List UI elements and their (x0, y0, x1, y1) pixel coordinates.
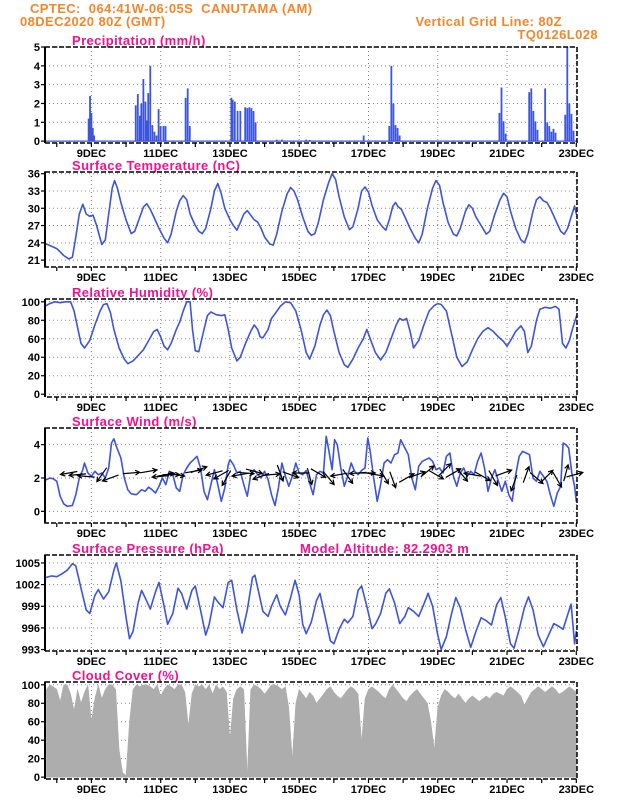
svg-text:9DEC: 9DEC (76, 272, 107, 284)
svg-text:9DEC: 9DEC (76, 784, 107, 796)
svg-text:27: 27 (27, 220, 40, 233)
svg-text:13DEC: 13DEC (212, 148, 248, 160)
svg-text:15DEC: 15DEC (281, 272, 317, 284)
svg-text:17DEC: 17DEC (350, 784, 387, 796)
svg-text:33: 33 (27, 186, 40, 198)
svg-text:60: 60 (27, 716, 40, 729)
svg-text:40: 40 (27, 352, 40, 365)
svg-text:1: 1 (33, 117, 40, 130)
svg-text:993: 993 (21, 644, 40, 657)
svg-text:19DEC: 19DEC (420, 272, 456, 284)
svg-text:9DEC: 9DEC (76, 402, 107, 414)
svg-text:15DEC: 15DEC (281, 784, 317, 796)
svg-text:19DEC: 19DEC (420, 402, 456, 414)
run-id-label: TQ0126L028 (517, 27, 598, 42)
panel-cloud (22, 680, 594, 796)
svg-text:9DEC: 9DEC (76, 528, 107, 540)
svg-text:11DEC: 11DEC (143, 148, 179, 160)
svg-text:21DEC: 21DEC (489, 656, 525, 668)
svg-text:19DEC: 19DEC (420, 656, 456, 668)
model-altitude-label: Model Altitude: 82.2903 m (300, 541, 470, 556)
svg-text:23DEC: 23DEC (558, 528, 595, 540)
panel-precipitation (34, 42, 594, 160)
svg-text:9DEC: 9DEC (76, 656, 107, 668)
panel-title-humidity: Relative Humidity (%) (72, 285, 214, 300)
panel-title-wind: Surface Wind (m/s) (72, 414, 197, 429)
svg-text:80: 80 (27, 698, 40, 711)
svg-text:4: 4 (33, 60, 40, 73)
svg-text:23DEC: 23DEC (558, 402, 595, 414)
svg-text:2: 2 (33, 473, 40, 485)
svg-text:23DEC: 23DEC (558, 272, 595, 284)
svg-text:3: 3 (33, 79, 40, 92)
svg-text:17DEC: 17DEC (350, 402, 387, 414)
svg-text:60: 60 (27, 333, 40, 346)
svg-text:0: 0 (33, 506, 40, 519)
panel-title-pressure: Surface Pressure (hPa) (72, 541, 224, 556)
svg-text:100: 100 (21, 296, 40, 309)
svg-text:80: 80 (27, 315, 40, 328)
svg-text:13DEC: 13DEC (212, 272, 248, 284)
wind-direction-arrows (61, 464, 583, 491)
svg-text:100: 100 (21, 679, 40, 692)
svg-text:21DEC: 21DEC (489, 528, 525, 540)
panel-temperature (28, 169, 594, 284)
svg-text:23DEC: 23DEC (558, 656, 595, 668)
panel-title-cloud-cover: Cloud Cover (%) (72, 668, 180, 683)
svg-text:11DEC: 11DEC (143, 784, 179, 796)
svg-text:13DEC: 13DEC (212, 784, 248, 796)
svg-text:17DEC: 17DEC (350, 272, 387, 284)
svg-text:19DEC: 19DEC (420, 528, 456, 540)
svg-text:11DEC: 11DEC (143, 272, 179, 284)
svg-text:17DEC: 17DEC (350, 656, 387, 668)
panel-pressure (16, 555, 595, 668)
svg-text:9DEC: 9DEC (76, 148, 107, 160)
svg-text:1005: 1005 (15, 557, 40, 570)
vertical-grid-line-label: Vertical Grid Line: 80Z (415, 14, 562, 29)
svg-text:23DEC: 23DEC (558, 148, 595, 160)
svg-text:20: 20 (27, 370, 40, 383)
svg-text:4: 4 (33, 439, 40, 452)
svg-text:13DEC: 13DEC (212, 402, 248, 414)
svg-text:17DEC: 17DEC (350, 148, 387, 160)
svg-text:24: 24 (27, 237, 40, 250)
svg-text:21DEC: 21DEC (489, 784, 525, 796)
svg-text:20: 20 (27, 753, 40, 766)
svg-text:21DEC: 21DEC (489, 148, 525, 160)
svg-text:30: 30 (27, 203, 40, 216)
svg-text:19DEC: 19DEC (420, 148, 456, 160)
svg-text:13DEC: 13DEC (212, 656, 248, 668)
svg-text:1002: 1002 (15, 579, 40, 592)
run-date-label: 08DEC2020 80Z (GMT) (20, 14, 166, 29)
svg-text:21DEC: 21DEC (489, 402, 525, 414)
svg-text:36: 36 (27, 168, 40, 181)
panel-humidity (22, 297, 594, 414)
panel-wind (34, 428, 594, 540)
svg-text:15DEC: 15DEC (281, 148, 317, 160)
panel-title-precipitation: Precipitation (mm/h) (72, 33, 206, 48)
panel-title-temperature: Surface Temperature (nC) (72, 158, 241, 173)
svg-text:0: 0 (33, 389, 40, 402)
svg-text:17DEC: 17DEC (350, 528, 387, 540)
svg-text:999: 999 (21, 601, 40, 614)
svg-text:0: 0 (33, 136, 40, 149)
svg-text:2: 2 (33, 98, 40, 111)
station-header: CPTEC: 064:41W-06:05S CANUTAMA (AM) (30, 1, 313, 16)
svg-text:15DEC: 15DEC (281, 656, 317, 668)
svg-text:0: 0 (33, 772, 40, 785)
svg-text:21DEC: 21DEC (489, 272, 525, 284)
svg-text:19DEC: 19DEC (420, 784, 456, 796)
svg-text:15DEC: 15DEC (281, 402, 317, 414)
svg-text:15DEC: 15DEC (281, 528, 317, 540)
svg-text:996: 996 (21, 622, 40, 635)
svg-text:21: 21 (27, 255, 40, 268)
svg-text:11DEC: 11DEC (143, 402, 179, 414)
svg-text:5: 5 (33, 42, 40, 54)
svg-text:40: 40 (27, 735, 40, 748)
svg-text:23DEC: 23DEC (558, 784, 595, 796)
svg-text:11DEC: 11DEC (143, 528, 179, 540)
svg-text:11DEC: 11DEC (143, 656, 179, 668)
svg-text:13DEC: 13DEC (212, 528, 248, 540)
